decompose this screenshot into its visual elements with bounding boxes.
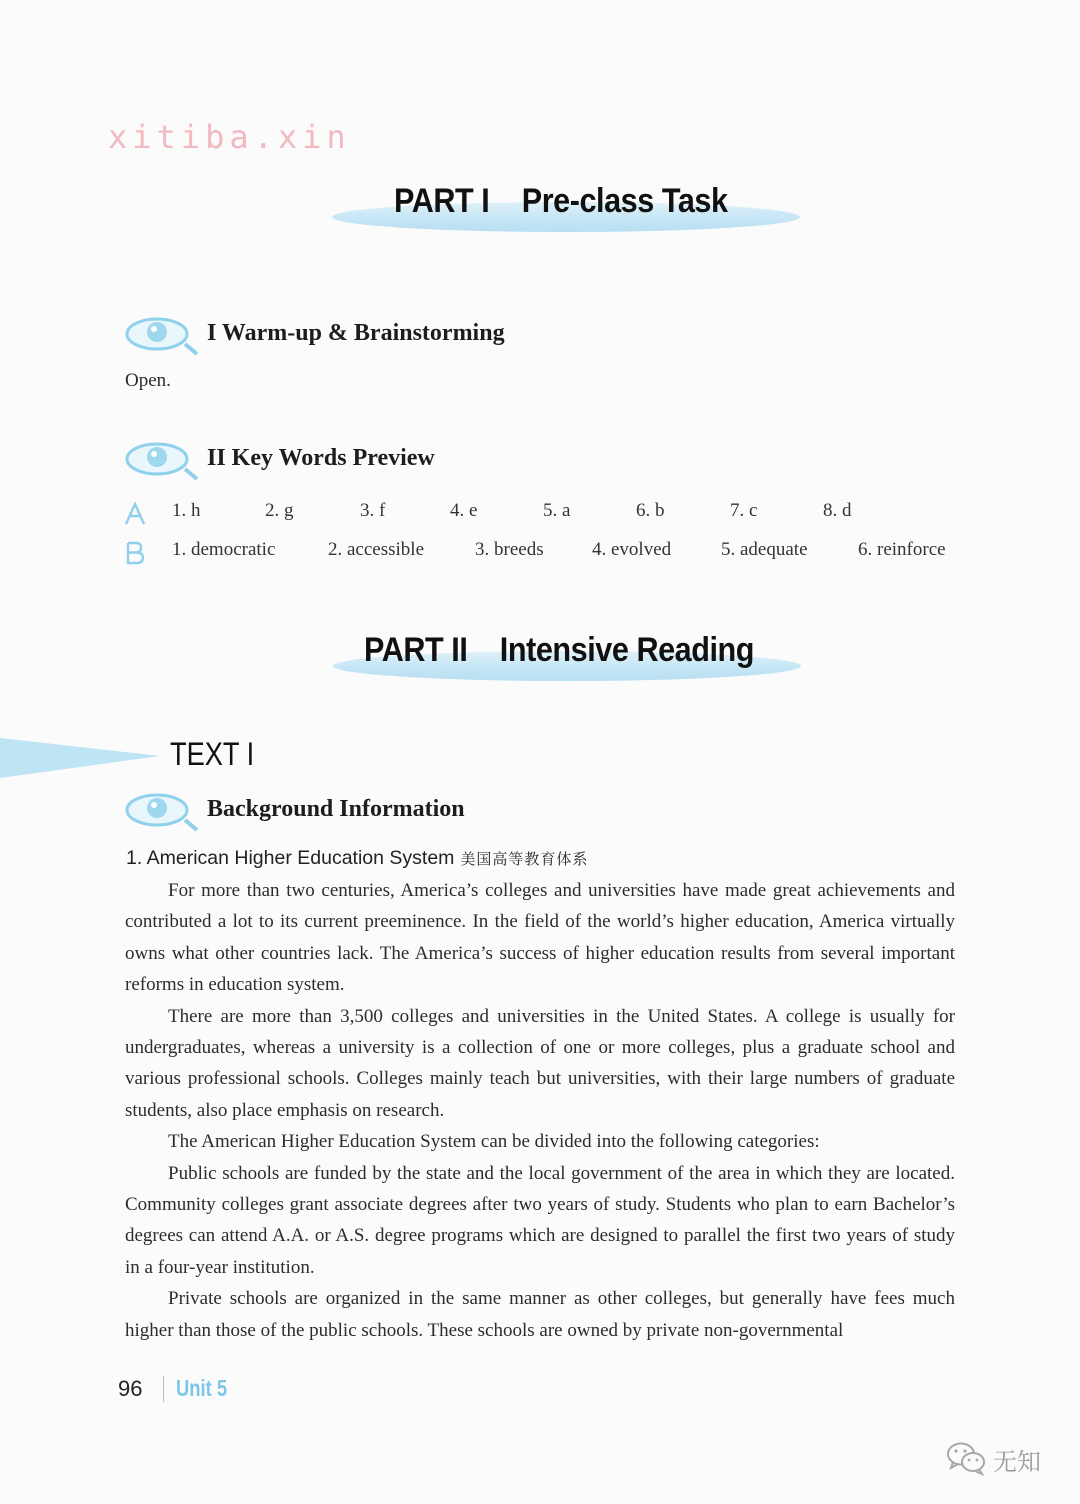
wechat-icon bbox=[945, 1440, 987, 1476]
text-title: TEXT I bbox=[170, 736, 255, 772]
answer-item: 3. f bbox=[360, 500, 386, 521]
paragraph: Public schools are funded by the state and the local government of the area in which they are located. Community colleges grant associate degrees after two years of study. Students who plan to earn Bachelor’s degrees can attend A.A. or A.S. degree programs which are designed to parallel the first two years of study in a four-year institution. bbox=[125, 1162, 955, 1278]
paragraph: The American Higher Education System can be divided into the following categories: bbox=[168, 1131, 820, 1153]
answer-item: 1. democratic bbox=[172, 539, 276, 560]
watermark-text: xitiba.xin bbox=[108, 118, 351, 156]
answer-item: 7. c bbox=[730, 500, 758, 521]
letter-a-icon bbox=[124, 502, 146, 526]
answer-item: 4. evolved bbox=[592, 539, 672, 560]
answer-item: 8. d bbox=[823, 500, 852, 521]
body-text bbox=[125, 875, 955, 1346]
paragraph: There are more than 3,500 colleges and universities in the United States. A college is usually for undergraduates, whereas a university is a collection of one or more colleges, plus a graduate school and various professional schools. Colleges mainly teach but universities, with their large numbers of graduate students, also place emphasis on research. bbox=[125, 1005, 955, 1121]
part-number: PART I bbox=[394, 182, 490, 220]
footer-divider bbox=[163, 1376, 164, 1402]
text-bar-decoration bbox=[0, 738, 160, 778]
part-number: PART II bbox=[364, 631, 468, 669]
answer-row-b bbox=[124, 539, 954, 569]
paragraph: Private schools are organized in the same manner as other colleges, but generally have fees much higher than those of the public schools. These schools are owned by private non-governmental bbox=[125, 1288, 955, 1341]
subheading-en: 1. American Higher Education System bbox=[126, 847, 455, 869]
part-2-banner bbox=[333, 627, 803, 697]
answer-row-a bbox=[124, 500, 954, 530]
eye-icon bbox=[125, 314, 199, 358]
answer-item: 6. reinforce bbox=[858, 539, 946, 560]
eye-icon bbox=[125, 439, 199, 483]
letter-b-icon bbox=[124, 541, 146, 565]
answer-item: 2. accessible bbox=[328, 539, 425, 560]
warmup-answer: Open. bbox=[125, 370, 171, 391]
section-label: I Warm-up & Brainstorming bbox=[207, 320, 505, 346]
answer-item: 2. g bbox=[265, 500, 294, 521]
page-number: 96 bbox=[118, 1376, 143, 1401]
part-title: Pre-class Task bbox=[521, 182, 728, 220]
answer-item: 4. e bbox=[450, 500, 478, 521]
paragraph: For more than two centuries, America’s colleges and universities have made great achievements and contributed a lot to its current preeminence. In the field of the world’s higher education, America virtually owns what other countries lack. The America’s success of higher education results from several important reforms in education system. bbox=[125, 880, 955, 996]
part-1-banner bbox=[332, 178, 802, 248]
answer-item: 1. h bbox=[172, 500, 201, 521]
unit-label: Unit 5 bbox=[176, 1375, 228, 1401]
answer-item: 3. breeds bbox=[475, 539, 544, 560]
eye-icon bbox=[125, 790, 199, 834]
answer-item: 6. b bbox=[636, 500, 665, 521]
answer-item: 5. adequate bbox=[721, 539, 808, 560]
answer-item: 5. a bbox=[543, 500, 571, 521]
part-title: Intensive Reading bbox=[499, 631, 755, 669]
subheading bbox=[126, 847, 588, 870]
section-label: Background Information bbox=[207, 796, 465, 822]
subheading-cn: 美国高等教育体系 bbox=[460, 850, 589, 868]
section-label: II Key Words Preview bbox=[207, 445, 435, 471]
account-name: 无知 bbox=[993, 1448, 1041, 1476]
